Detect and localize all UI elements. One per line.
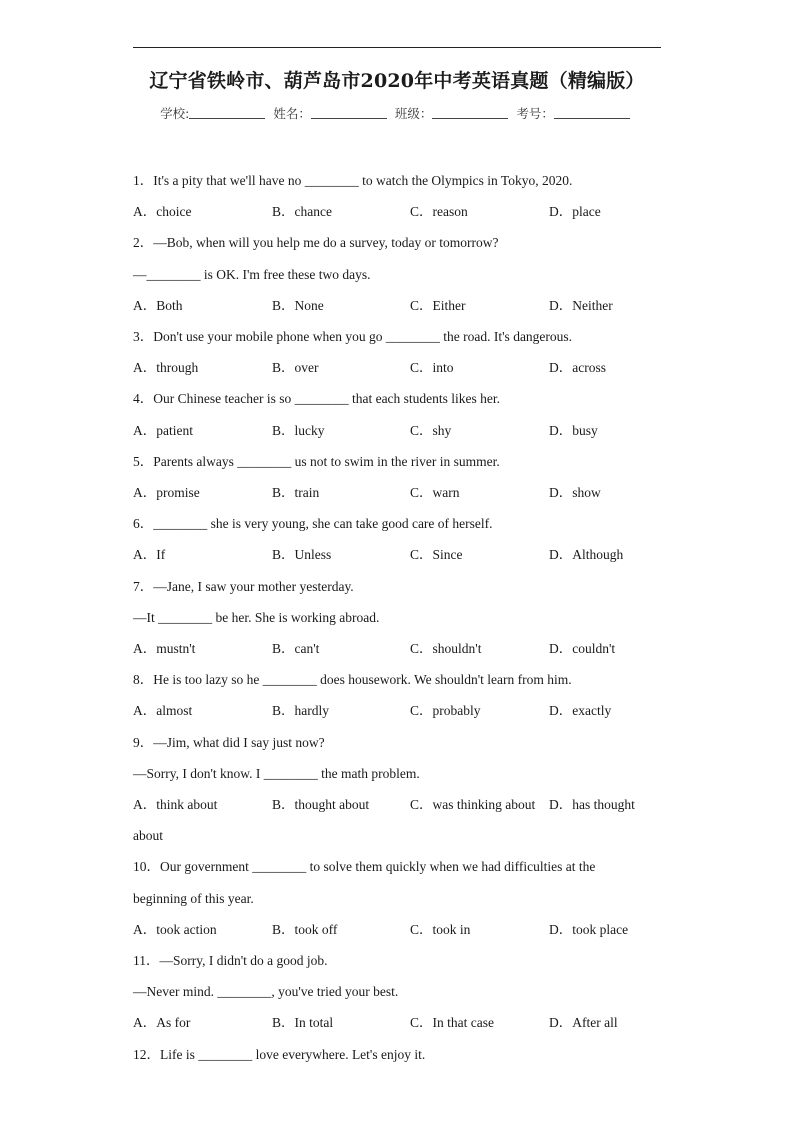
answer-option-a[interactable]: A．almost	[133, 703, 193, 719]
answer-option-b[interactable]: B．took off	[272, 921, 338, 937]
answer-option-b[interactable]: B．chance	[272, 204, 332, 220]
question-stem: 3．Don't use your mobile phone when you go ________ the road. It's dangerous.	[133, 329, 573, 344]
number-blank[interactable]	[554, 106, 630, 119]
answer-option-d[interactable]: D．has thought	[549, 797, 635, 812]
answer-option-b[interactable]: B．hardly	[272, 703, 329, 719]
student-info	[0, 104, 794, 122]
header-rule	[133, 47, 661, 48]
answer-option-d[interactable]: D．place	[549, 204, 601, 220]
answer-option-b[interactable]: B．None	[272, 297, 324, 313]
answer-option-c[interactable]: C．was thinking about	[410, 797, 536, 812]
answer-option-a[interactable]: A．think about	[133, 797, 218, 812]
answer-option-d[interactable]: D．After all	[549, 1015, 618, 1031]
answer-option-a[interactable]: A．patient	[133, 422, 193, 438]
answer-option-c[interactable]: C．shouldn't	[410, 641, 482, 656]
answer-option-c[interactable]: C．warn	[410, 485, 460, 500]
answer-option-b[interactable]: B．over	[272, 360, 319, 376]
question-stem: 11．—Sorry, I didn't do a good job.	[133, 953, 328, 968]
question-stem: 7．—Jane, I saw your mother yesterday.	[133, 578, 354, 594]
answer-option-b[interactable]: B．train	[272, 485, 320, 500]
question-stem: 9．—Jim, what did I say just now?	[133, 734, 325, 750]
answer-option-a[interactable]: A．through	[133, 360, 199, 376]
answer-option-d[interactable]: D．Although	[549, 547, 624, 563]
question-line: —It ________ be her. She is working abroad.	[133, 609, 380, 625]
answer-option-c[interactable]: C．reason	[410, 204, 468, 220]
page-title: 辽宁省铁岭市、葫芦岛市2020年中考英语真题（精编版）	[149, 70, 645, 92]
question-stem: 8．He is too lazy so he ________ does housework. We shouldn't learn from him.	[133, 672, 572, 688]
number-label: 考号：	[516, 106, 554, 121]
answer-option-c[interactable]: C．Either	[410, 297, 466, 313]
answer-option-c[interactable]: C．took in	[410, 921, 471, 937]
answer-option-d[interactable]: D．couldn't	[549, 641, 616, 656]
answer-option-c[interactable]: C．into	[410, 360, 454, 376]
question-line: —Sorry, I don't know. I ________ the math problem.	[133, 765, 420, 781]
answer-option-a[interactable]: A．As for	[133, 1015, 191, 1031]
question-line: —________ is OK. I'm free these two days.	[133, 266, 371, 282]
answer-option-d[interactable]: D．exactly	[549, 703, 612, 719]
answer-option-d[interactable]: D．Neither	[549, 297, 613, 313]
answer-option-a[interactable]: A．choice	[133, 204, 192, 220]
question-stem: 1．It's a pity that we'll have no ________ to watch the Olympics in Tokyo, 2020.	[133, 173, 573, 188]
name-blank[interactable]	[311, 106, 387, 119]
question-stem: 12．Life is ________ love everywhere. Let's enjoy it.	[133, 1046, 426, 1062]
answer-option-c[interactable]: C．Since	[410, 547, 463, 563]
answer-option-b[interactable]: B．can't	[272, 641, 320, 656]
answer-option-c[interactable]: C．In that case	[410, 1015, 494, 1031]
answer-option-c[interactable]: C．shy	[410, 422, 452, 438]
answer-option-d[interactable]: D．across	[549, 360, 606, 376]
answer-option-a[interactable]: A．mustn't	[133, 641, 196, 656]
answer-option-a[interactable]: A．promise	[133, 485, 200, 500]
option-continuation: about	[133, 828, 163, 844]
question-stem: 2．—Bob, when will you help me do a survey, today or tomorrow?	[133, 235, 499, 251]
question-line: beginning of this year.	[133, 890, 254, 906]
answer-option-c[interactable]: C．probably	[410, 703, 481, 719]
class-label: 班级：	[394, 106, 433, 121]
answer-option-d[interactable]: D．busy	[549, 422, 598, 438]
question-stem: 4．Our Chinese teacher is so ________ that each students likes her.	[133, 391, 501, 407]
school-blank[interactable]	[189, 106, 265, 119]
answer-option-a[interactable]: A．Both	[133, 297, 183, 313]
class-blank[interactable]	[432, 106, 508, 119]
answer-option-b[interactable]: B．thought about	[272, 797, 370, 812]
answer-option-d[interactable]: D．show	[549, 485, 601, 500]
question-stem: 6．________ she is very young, she can take good care of herself.	[133, 516, 493, 532]
answer-option-d[interactable]: D．took place	[549, 921, 629, 937]
answer-option-a[interactable]: A．If	[133, 547, 166, 563]
name-label: 姓名：	[273, 106, 311, 121]
answer-option-a[interactable]: A．took action	[133, 921, 217, 937]
school-label: 学校:	[160, 106, 190, 121]
question-line: —Never mind. ________, you've tried your best.	[133, 984, 399, 1000]
answer-option-b[interactable]: B．lucky	[272, 422, 325, 438]
question-stem: 5．Parents always ________ us not to swim in the river in summer.	[133, 453, 500, 469]
question-stem: 10．Our government ________ to solve them quickly when we had difficulties at the	[133, 859, 596, 875]
answer-option-b[interactable]: B．Unless	[272, 547, 332, 563]
answer-option-b[interactable]: B．In total	[272, 1015, 334, 1031]
